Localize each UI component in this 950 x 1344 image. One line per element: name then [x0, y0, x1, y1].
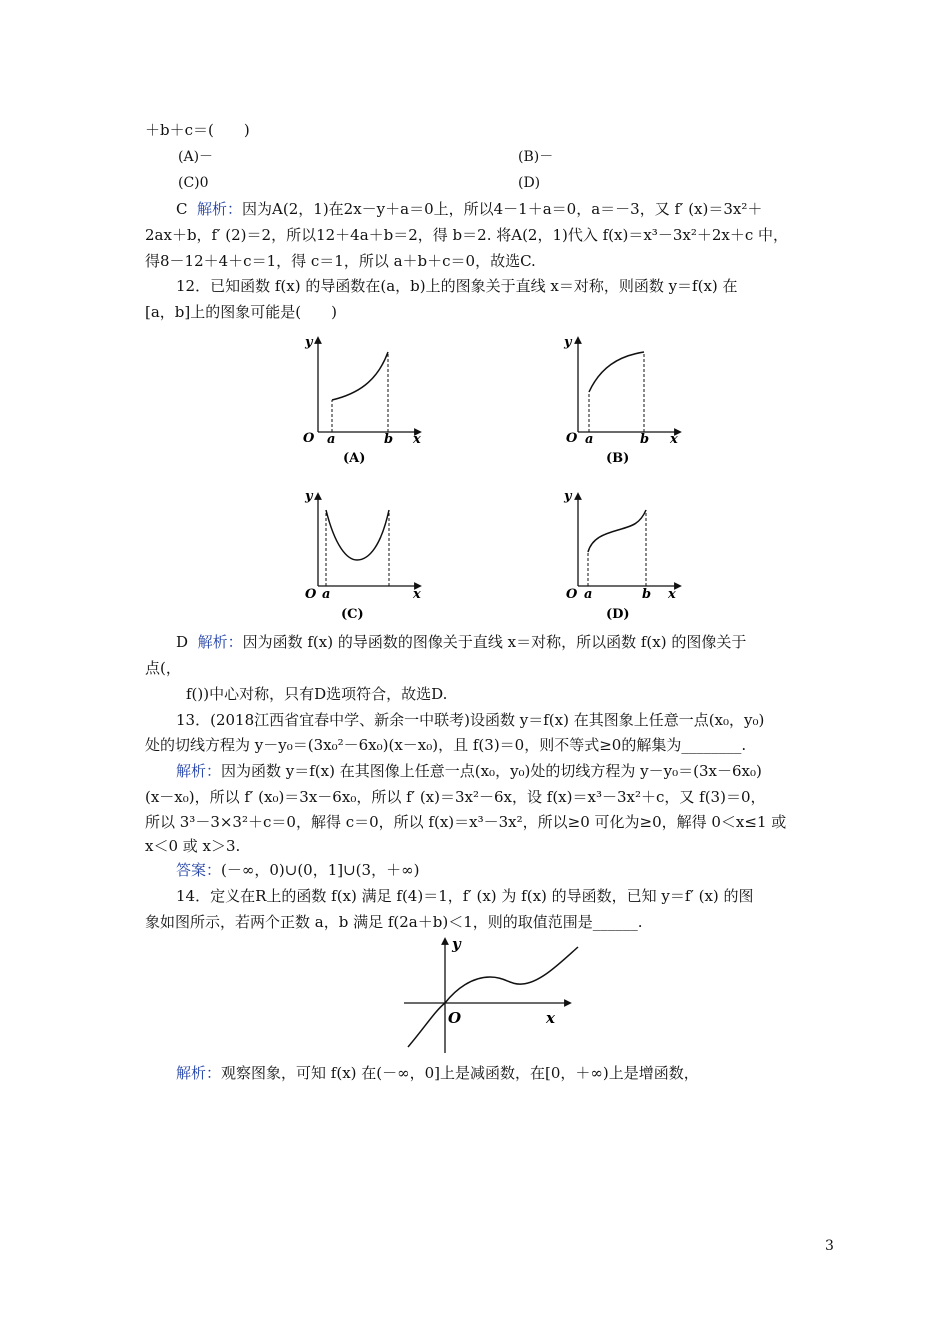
graph-d-b-label: b [642, 587, 652, 602]
q12-stem-line1: 12．已知函数 f(x) 的导函数在(a，b)上的图象关于直线 x＝对称，则函数 y＝f(x) 在 [176, 277, 738, 295]
q11-solution-line1 [176, 199, 762, 219]
graph-b-a-label: a [585, 432, 594, 447]
q12-solution-line3: f())中心对称，只有D选项符合，故选D. [186, 685, 448, 703]
graph-b-curve [589, 352, 644, 392]
graph-a-y-label: y [305, 335, 313, 350]
q13-solution-line3: 所以 3³－3×3²＋c＝0，解得 c＝0，所以 f(x)＝x³－3x²，所以≥0 可化为≥0，解得 0＜x≤1 或 [145, 813, 787, 831]
graph-c-origin: O [305, 587, 317, 602]
graph-b-caption: (B) [606, 451, 630, 465]
q11-option-d: (D) [518, 175, 541, 191]
q12-solution-line2: 点(， [145, 659, 181, 677]
q13-solution-line2: (x－x₀)，所以 f′ (x₀)＝3x－6x₀，所以 f′ (x)＝3x²－6x，设 f(x)＝x³－3x²＋c，又 f(3)＝0， [145, 788, 766, 806]
graph-a-curve [332, 352, 388, 400]
q13-solution-text1: 因为函数 y＝f(x) 在其图像上任意一点(x₀，y₀)处的切线方程为 y－y₀＝(3x－6x₀) [221, 762, 762, 780]
graph-a-a-label: a [327, 432, 336, 447]
graph-d [558, 488, 693, 623]
q11-option-b: (B)－ [518, 149, 554, 165]
q11-option-c: (C)0 [178, 175, 209, 191]
q13-answer-label: 答案： [176, 861, 222, 879]
q14-solution-line1 [176, 1063, 699, 1083]
page-number: 3 [825, 1238, 834, 1254]
graph-b [558, 330, 693, 465]
graph-a [295, 330, 430, 465]
q11-solution-line2: 2ax＋b，f′ (2)＝2，所以12＋4a＋b＝2，得 b＝2. 将A(2，1)代入 f(x)＝x³－3x²＋2x＋c 中， [145, 226, 789, 244]
q14-origin: O [448, 1009, 462, 1027]
graph-a-caption: (A) [343, 451, 366, 465]
q14-derivative-graph [400, 935, 590, 1057]
q12-answer-letter: D [176, 633, 189, 651]
q14-stem-line2: 象如图所示，若两个正数 a，b 满足 f(2a＋b)＜1，则的取值范围是______. [145, 913, 643, 931]
q13-answer-value: (－∞，0)∪(0，1]∪(3，＋∞) [221, 861, 420, 879]
graph-c-y-label: y [305, 489, 313, 504]
graph-b-x-label: x [670, 432, 678, 447]
q14-stem-line1: 14．定义在R上的函数 f(x) 满足 f(4)＝1，f′ (x) 为 f(x) 的导函数，已知 y＝f′ (x) 的图 [176, 887, 754, 905]
q13-solution-line4: x＜0 或 x＞3. [145, 837, 241, 855]
q11-stem-tail: ＋b＋c＝( ) [145, 121, 250, 139]
q11-jiexi-label: 解析： [197, 200, 243, 218]
graph-d-caption: (D) [606, 607, 630, 622]
q11-option-a: (A)－ [178, 149, 214, 165]
q12-jiexi-label: 解析： [197, 633, 243, 651]
graph-a-origin: O [303, 431, 315, 446]
q13-stem-line2: 处的切线方程为 y－y₀＝(3x₀²－6x₀)(x－x₀)，且 f(3)＝0，则不等式≥0的解集为________. [145, 736, 747, 754]
graph-d-origin: O [566, 587, 578, 602]
q11-answer-letter: C [176, 200, 188, 218]
q13-stem-line1: 13．(2018江西省宜春中学、新余一中联考)设函数 y＝f(x) 在其图象上任意一点(x₀，y₀) [176, 711, 765, 729]
graph-d-curve [588, 510, 646, 552]
q11-solution-line3: 得8－12＋4＋c＝1，得 c＝1，所以 a＋b＋c＝0，故选C. [145, 252, 536, 270]
graph-b-origin: O [566, 431, 578, 446]
q13-jiexi-label: 解析： [176, 762, 222, 780]
graph-b-b-label: b [640, 432, 650, 447]
graph-c-curve [326, 510, 389, 560]
graph-b-y-label: y [564, 335, 572, 350]
graph-d-a-label: a [584, 587, 593, 602]
q13-answer-line [176, 860, 419, 880]
graph-c-a-label: a [322, 587, 331, 602]
graph-c-x-label: x [413, 587, 421, 602]
q14-curve [408, 947, 578, 1047]
graph-d-x-label: x [668, 587, 676, 602]
q14-solution-text1: 观察图象，可知 f(x) 在(－∞，0]上是减函数，在[0，＋∞)上是增函数， [221, 1064, 699, 1082]
q12-solution-line1 [176, 632, 746, 652]
q14-x-label: x [546, 1009, 555, 1027]
graph-c-caption: (C) [341, 607, 364, 622]
graph-a-x-label: x [413, 432, 421, 447]
q12-solution-text1: 因为函数 f(x) 的导函数的图像关于直线 x＝对称，所以函数 f(x) 的图像关于 [242, 633, 747, 651]
q13-solution-line1 [176, 761, 762, 781]
graph-c [295, 488, 430, 623]
q14-jiexi-label: 解析： [176, 1064, 222, 1082]
graph-a-b-label: b [384, 432, 394, 447]
q11-solution-text1: 因为A(2，1)在2x－y＋a＝0上，所以4－1＋a＝0，a＝－3，又 f′ (x)＝3x²＋ [242, 200, 763, 218]
q12-stem-line2: [a，b]上的图象可能是( ) [145, 303, 337, 321]
q14-y-label: y [452, 935, 461, 953]
graph-d-y-label: y [564, 489, 572, 504]
